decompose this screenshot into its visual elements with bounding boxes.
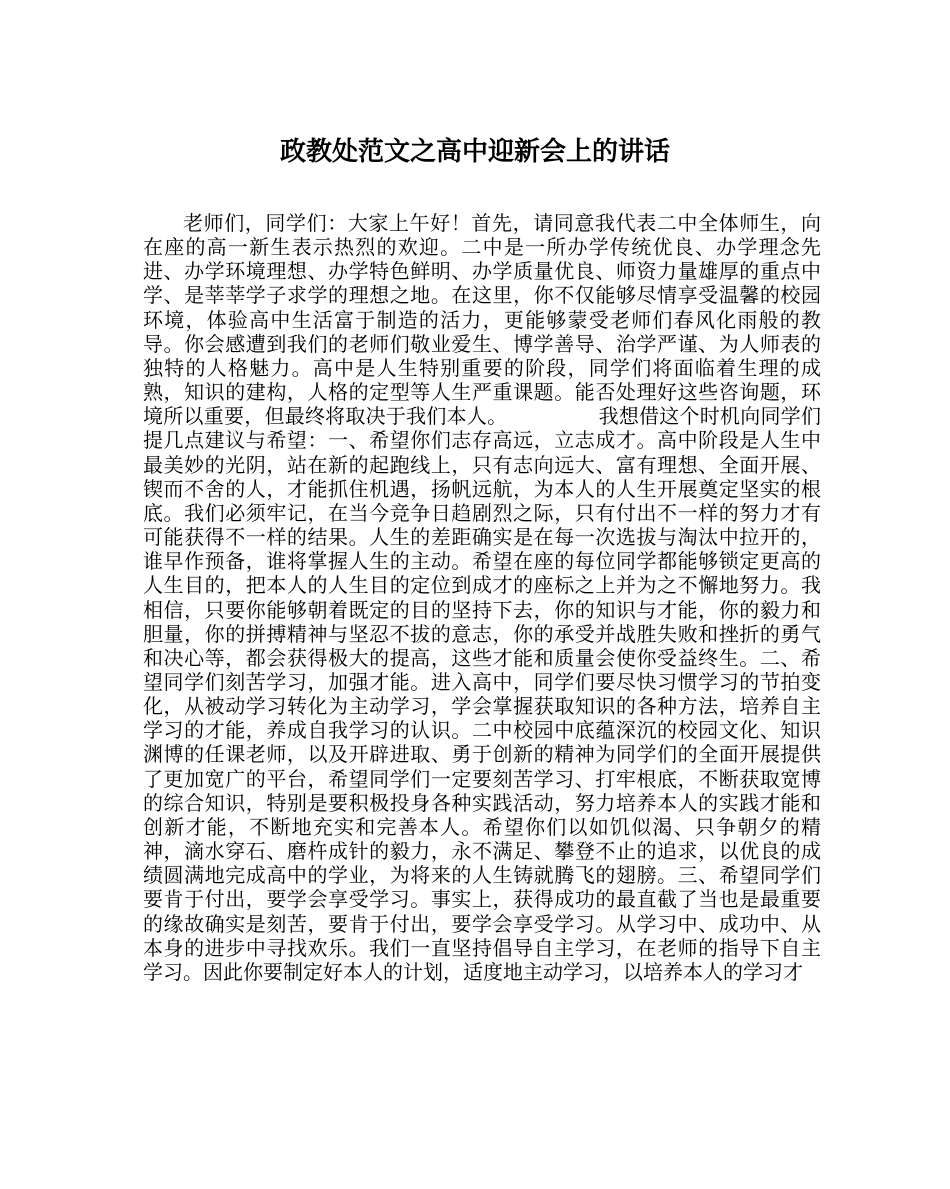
page-title: 政教处范文之高中迎新会上的讲话 (279, 137, 670, 167)
speech-body-text: 老师们，同学们：大家上午好！首先，请同意我代表二中全体师生，向在座的高一新生表示热烈的欢迎。二中是一所办学传统优良、办学理念先进、办学环境理想、办学特色鲜明、办学质量优良、师资力量雄厚的重点中学、是莘莘学子求学的理想之地。在这里，你不仅能够尽情享受温馨的校园环境，体验高中生活富于制造的活力，更能够蒙受老师们春风化雨般的教导。你会感遭到我们的老师们敬业爱生、博学善导、治学严谨、为人师表的独特的人格魅力。高中是人生特别重要的阶段，同学们将面临着生理的成熟，知识的建构，人格的定型等人生严重课题。能否处理好这些咨询题，环境所以重要，但最终将取决于我们本人。 我想借这个时机向同学们提几点建议与希望：一、希望你们志存高远，立志成才。高中阶段是人生中最美妙的光阴，站在新的起跑线上，只有志向远大、富有理想、全面开展、锲而不舍的人，才能抓住机遇，扬帆远航，为本人的人生开展奠定坚实的根底。我们必须牢记，在当今竞争日趋剧烈之际，只有付出不一样的努力才有可能获得不一样的结果。人生的差距确实是在每一次选拔与淘汰中拉开的，谁早作预备，谁将掌握人生的主动。希望在座的每位同学都能够锁定更高的人生目的，把本人的人生目的定位到成才的座标之上并为之不懈地努力。我相信，只要你能够朝着既定的目的坚持下去，你的知识与才能，你的毅力和胆量，你的拼搏精神与坚忍不拔的意志，你的承受并战胜失败和挫折的勇气和决心等，都会获得极大的提高，这些才能和质量会使你受益终生。二、希望同学们刻苦学习，加强才能。进入高中，同学们要尽快习惯学习的节拍变化，从被动学习转化为主动学习，学会掌握获取知识的各种方法，培养自主学习的才能，养成自我学习的认识。二中校园中底蕴深沉的校园文化、知识渊博的任课老师，以及开辟进取、勇于创新的精神为同学们的全面开展提供了更加宽广的平台，希望同学们一定要刻苦学习、打牢根底，不断获取宽博的综合知识，特别是要积极投身各种实践活动，努力培养本人的实践才能和创新才能，不断地充实和完善本人。希望你们以如饥似渴、只争朝夕的精神，滴水穿石、磨杵成针的毅力，永不满足、攀登不止的追求，以优良的成绩圆满地完成高中的学业，为将来的人生铸就腾飞的翅膀。三、希望同学们要肯于付出，要学会享受学习。事实上，获得成功的最直截了当也是最重要的缘故确实是刻苦，要肯于付出，要学会享受学习。从学习中、成功中、从本身的进步中寻找欢乐。我们一直坚持倡导自主学习，在老师的指导下自主学习。因此你要制定好本人的计划，适度地主动学习，以培养本人的学习才 (143, 211, 821, 984)
